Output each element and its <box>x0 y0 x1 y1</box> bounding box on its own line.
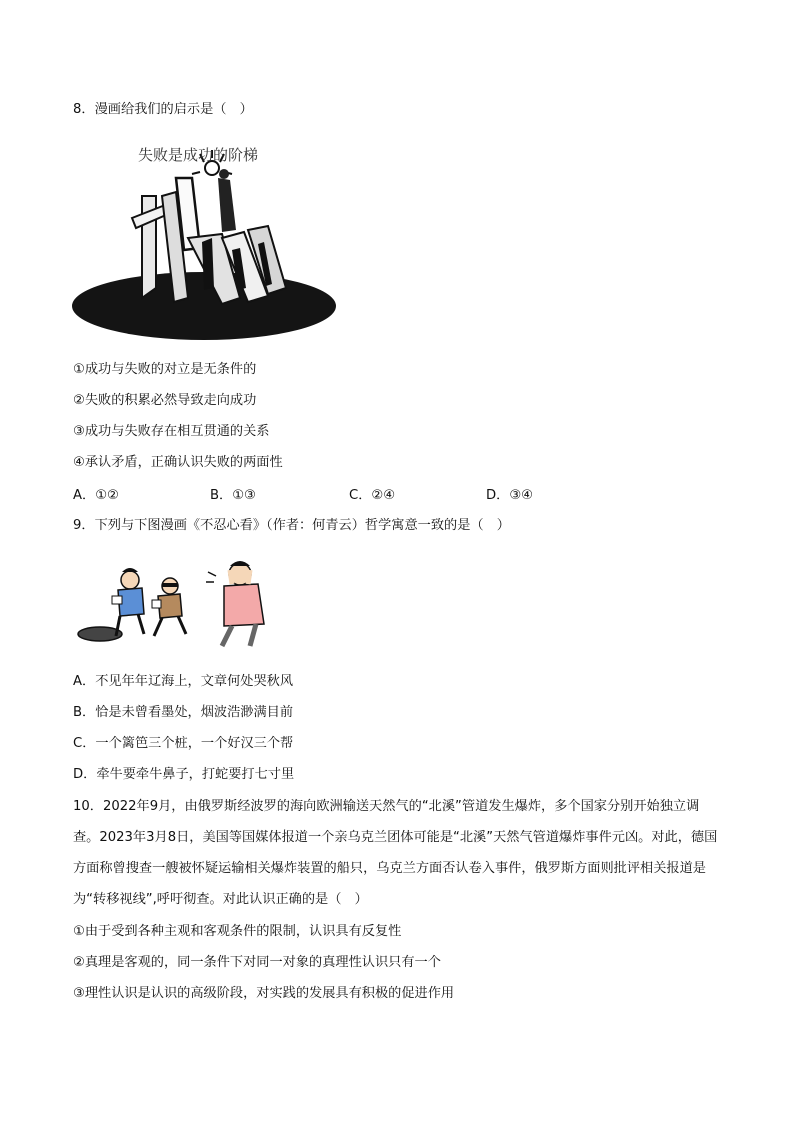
q8-statement-3: ③成功与失败存在相互贯通的关系 <box>73 424 270 439</box>
q8-statement-2: ②失败的积累必然导致走向成功 <box>73 393 257 408</box>
q8-option-b[interactable]: B．①③ <box>210 488 256 503</box>
q8-option-a[interactable]: A．①② <box>73 488 119 503</box>
q9-option-a[interactable]: A．不见年年辽海上，文章何处哭秋风 <box>73 674 294 689</box>
q9-option-c[interactable]: C．一个篱笆三个桩，一个好汉三个帮 <box>73 736 294 751</box>
q9-option-d[interactable]: D．牵牛要牵牛鼻子，打蛇要打七寸里 <box>73 767 295 782</box>
q8-options <box>73 484 673 504</box>
q10-stem: 10．2022年9月，由俄罗斯经波罗的海向欧洲输送天然气的“北溪”管道发生爆炸，多个国家分别开始独立调查。2023年3月8日，美国等国媒体报道一个亲乌克兰团体可能是“北溪”天然气管道爆炸事件元凶。对此，德国方面称曾搜查一艘被怀疑运输相关爆炸装置的船只，乌克兰方面否认卷入事件，俄罗斯方面则批评相关报道是为“转移视线”,呼吁彻查。对此认识正确的是（ ） <box>73 799 718 907</box>
q9-stem: 9．下列与下图漫画《不忍心看》（作者：何青云）哲学寓意一致的是（ ） <box>73 518 510 533</box>
failure-ladder-cartoon-icon <box>72 138 338 342</box>
q9-option-b[interactable]: B．恰是未曾看墨处，烟波浩渺满目前 <box>73 705 294 720</box>
q10-statement-3: ③理性认识是认识的高级阶段，对实践的发展具有积极的促进作用 <box>73 986 455 1001</box>
q8-option-d[interactable]: D．③④ <box>486 488 533 503</box>
cannot-bear-to-look-cartoon-icon <box>72 556 272 648</box>
q8-statement-4: ④承认矛盾，正确认识失败的两面性 <box>73 455 283 470</box>
q8-option-c[interactable]: C．②④ <box>349 488 396 503</box>
q8-cartoon <box>72 138 338 342</box>
q9-cartoon <box>72 556 272 648</box>
q8-statement-1: ①成功与失败的对立是无条件的 <box>73 362 257 377</box>
q8-stem: 8．漫画给我们的启示是（ ） <box>73 102 253 117</box>
q8-cartoon-caption: 失败是成功的阶梯 <box>138 146 259 164</box>
q10-statement-2: ②真理是客观的，同一条件下对同一对象的真理性认识只有一个 <box>73 955 441 970</box>
q10-statement-1: ①由于受到各种主观和客观条件的限制，认识具有反复性 <box>73 924 402 939</box>
